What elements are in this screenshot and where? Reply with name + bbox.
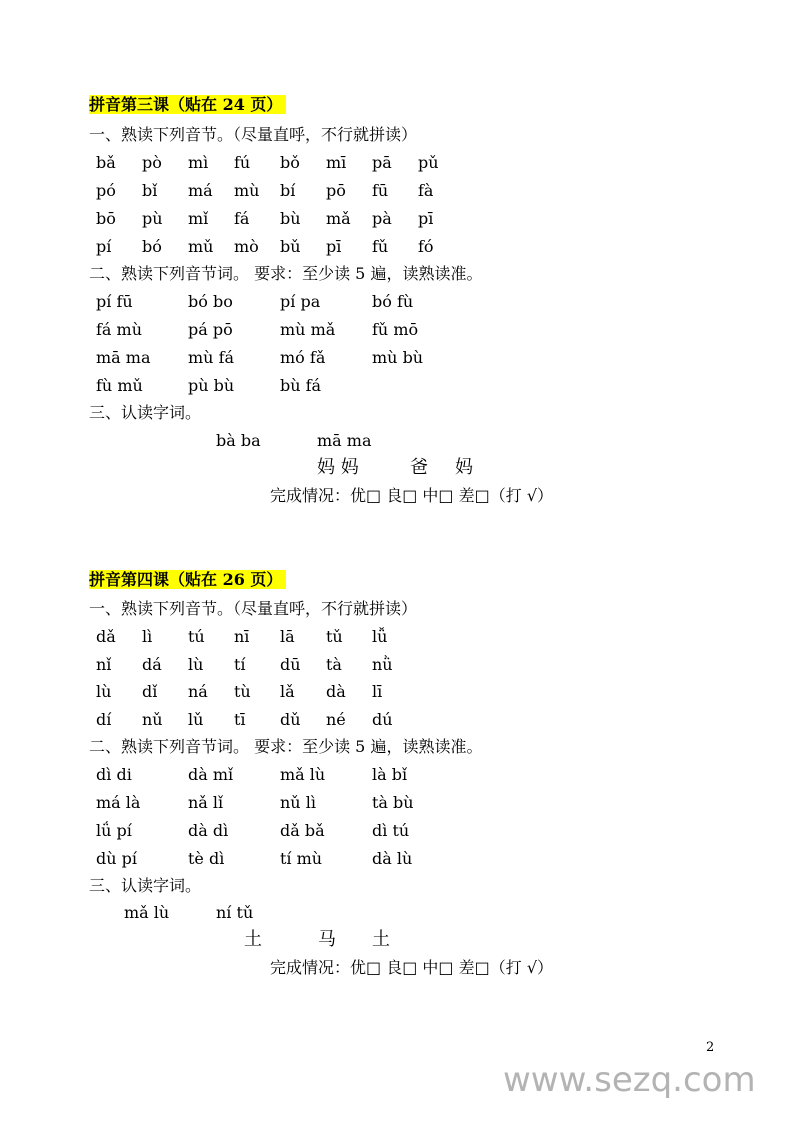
lesson4-word-cell: dà lù bbox=[372, 849, 413, 868]
lesson3-word-cell: pù bù bbox=[188, 376, 235, 395]
lesson4-word-cell: mǎ lù bbox=[280, 765, 326, 784]
lesson4-syllable-cell: tà bbox=[326, 654, 342, 674]
lesson3-word-row bbox=[96, 348, 464, 368]
lesson4-syllable-cell: nī bbox=[234, 627, 250, 646]
lesson3-syllable-cell: mì bbox=[188, 153, 209, 172]
lesson3-syllable-cell: bō bbox=[96, 209, 116, 228]
lesson4-syllable-cell: lǎ bbox=[280, 682, 295, 701]
lesson4-word-cell: dà mǐ bbox=[188, 765, 234, 784]
lesson4-section2: 二、熟读下列音节词。 要求：至少读 5 遍，读熟读准。 bbox=[89, 737, 483, 756]
lesson3-syllable-cell: mī bbox=[326, 153, 347, 172]
lesson3-syllable-cell: mǎ bbox=[326, 209, 351, 228]
lesson4-syllable-cell: lī bbox=[372, 682, 383, 701]
lesson3-word-cell: mù mǎ bbox=[280, 320, 336, 339]
lesson3-word-cell: bù fá bbox=[280, 376, 322, 395]
lesson3-word-cell: fù mǔ bbox=[96, 376, 143, 395]
lesson4-syllable-cell: tǔ bbox=[326, 627, 343, 646]
lesson4-syllable-cell: tī bbox=[234, 709, 246, 729]
lesson3-syllable-row bbox=[96, 153, 464, 173]
lesson4-syllable-cell: lǚ bbox=[372, 627, 388, 646]
lesson3-word-cell: bó fù bbox=[372, 292, 414, 311]
lesson4-word-cell: lǘ pí bbox=[96, 821, 132, 840]
lesson3-syllable-cell: bó bbox=[142, 237, 162, 256]
lesson4-syllable-cell: nǐ bbox=[96, 654, 112, 674]
lesson4-syllable-cell: tú bbox=[188, 627, 205, 646]
lesson3-syllable-cell: pù bbox=[142, 209, 163, 228]
page-number: 2 bbox=[706, 1040, 715, 1055]
lesson4-syllable-cell: tù bbox=[234, 682, 251, 701]
lesson4-syllable-cell: né bbox=[326, 709, 346, 729]
lesson4-syllable-cell: dū bbox=[280, 654, 301, 674]
lesson4-section1: 一、熟读下列音节。（尽量直呼，不行就拼读） bbox=[89, 599, 418, 618]
lesson4-word-cell: dì tú bbox=[372, 821, 410, 840]
lesson3-syllable-cell: pī bbox=[418, 209, 434, 228]
lesson4-syllable-cell: dú bbox=[372, 709, 393, 729]
lesson3-syllable-cell: fá bbox=[234, 209, 250, 228]
lesson3-word-cell: bó bo bbox=[188, 292, 233, 311]
lesson3-syllable-cell: bí bbox=[280, 181, 296, 200]
lesson4-word-row bbox=[96, 765, 464, 785]
lesson4-word-cell: nǎ lǐ bbox=[188, 793, 224, 812]
lesson3-section2: 二、熟读下列音节词。 要求：至少读 5 遍，读熟读准。 bbox=[89, 264, 483, 283]
lesson3-syllable-cell: mǐ bbox=[188, 209, 209, 228]
lesson3-syllable-cell: mò bbox=[234, 237, 259, 256]
lesson3-syllable-cell: fú bbox=[234, 153, 251, 172]
lesson3-syllable-row bbox=[96, 209, 464, 229]
lesson4-word-row bbox=[96, 793, 464, 813]
lesson4-syllable-cell: dí bbox=[96, 709, 112, 729]
lesson4-syllable-row bbox=[96, 655, 418, 675]
lesson3-section1: 一、熟读下列音节。（尽量直呼，不行就拼读） bbox=[89, 125, 418, 144]
lesson4-pinyin-1: mǎ lù bbox=[124, 903, 170, 922]
lesson4-syllable-cell: dǔ bbox=[280, 709, 301, 729]
lesson4-syllable-cell: nǜ bbox=[372, 654, 393, 674]
lesson3-word-cell: mù bù bbox=[372, 348, 424, 367]
lesson3-word-cell: pí pa bbox=[280, 292, 321, 311]
lesson4-syllable-cell: lì bbox=[142, 627, 153, 646]
lesson3-syllable-cell: pó bbox=[96, 181, 116, 200]
lesson3-syllable-cell: mǔ bbox=[188, 237, 214, 256]
lesson3-word-cell: fǔ mō bbox=[372, 320, 419, 339]
lesson4-syllable-cell: ná bbox=[188, 682, 208, 701]
lesson3-syllable-cell: pō bbox=[326, 181, 346, 200]
lesson3-syllable-cell: fà bbox=[418, 181, 434, 200]
lesson4-chars-3: 土 bbox=[372, 929, 390, 950]
lesson4-chars-2: 马 bbox=[318, 929, 336, 950]
lesson3-word-cell: mā ma bbox=[96, 348, 151, 367]
lesson3-syllable-cell: bù bbox=[280, 209, 301, 228]
lesson3-syllable-cell: fū bbox=[372, 181, 389, 200]
lesson4-syllable-cell: lǔ bbox=[188, 709, 204, 729]
lesson4-completion: 完成情况：优□ 良□ 中□ 差□（打 √） bbox=[270, 958, 554, 977]
lesson3-syllable-cell: bǎ bbox=[96, 153, 116, 172]
lesson3-syllable-cell: mù bbox=[234, 181, 260, 200]
lesson3-chars-3: 妈 bbox=[455, 457, 473, 478]
lesson4-syllable-row bbox=[96, 710, 418, 730]
lesson3-section3: 三、认读字词。 bbox=[89, 403, 202, 422]
lesson3-chars-2: 爸 bbox=[410, 457, 428, 478]
lesson3-syllable-cell: pà bbox=[372, 209, 392, 228]
lesson4-word-cell: dì di bbox=[96, 765, 132, 784]
lesson3-word-cell: pí fū bbox=[96, 292, 133, 311]
lesson4-syllable-cell: lù bbox=[96, 682, 112, 701]
lesson3-word-cell: fá mù bbox=[96, 320, 143, 339]
lesson3-syllable-cell: pā bbox=[372, 153, 392, 172]
lesson4-word-cell: tí mù bbox=[280, 849, 323, 868]
lesson3-word-cell: mó fǎ bbox=[280, 348, 326, 367]
lesson3-title-line bbox=[89, 95, 286, 115]
lesson3-word-cell: mù fá bbox=[188, 348, 235, 367]
lesson4-section3: 三、认读字词。 bbox=[89, 876, 202, 895]
lesson3-syllable-cell: pò bbox=[142, 153, 162, 172]
lesson3-word-row bbox=[96, 376, 372, 396]
lesson4-word-row bbox=[96, 821, 464, 841]
lesson4-word-cell: dà dì bbox=[188, 821, 229, 840]
lesson3-syllable-cell: bǒ bbox=[280, 153, 300, 172]
lesson4-word-cell: tè dì bbox=[188, 849, 225, 868]
lesson4-syllable-cell: lù bbox=[188, 654, 204, 674]
lesson3-syllable-row bbox=[96, 181, 464, 201]
lesson3-syllable-cell: pǔ bbox=[418, 153, 439, 172]
lesson4-word-cell: dù pí bbox=[96, 849, 137, 868]
lesson4-syllable-cell: dà bbox=[326, 682, 346, 701]
lesson3-word-cell: pá pō bbox=[188, 320, 233, 339]
lesson3-pinyin-2: mā ma bbox=[317, 431, 372, 450]
lesson4-syllable-cell: dá bbox=[142, 654, 162, 674]
lesson3-syllable-cell: fǔ bbox=[372, 237, 389, 256]
lesson3-word-row bbox=[96, 292, 464, 312]
lesson3-chars-1: 妈 妈 bbox=[317, 457, 359, 478]
lesson4-syllable-cell: nǔ bbox=[142, 709, 163, 729]
lesson3-syllable-cell: pī bbox=[326, 237, 342, 256]
lesson3-pinyin-1: bà ba bbox=[216, 431, 261, 450]
lesson4-word-cell: nǔ lì bbox=[280, 793, 316, 812]
lesson3-title: 拼音第三课（贴在 24 页） bbox=[89, 95, 286, 114]
lesson4-pinyin-2: ní tǔ bbox=[216, 903, 254, 922]
lesson4-word-row bbox=[96, 849, 464, 869]
lesson4-syllable-cell: dǐ bbox=[142, 682, 158, 701]
lesson3-syllable-row bbox=[96, 237, 464, 257]
lesson4-title-line bbox=[89, 570, 286, 590]
lesson3-syllable-cell: bǔ bbox=[280, 237, 301, 256]
lesson4-syllable-row bbox=[96, 682, 418, 702]
lesson3-syllable-cell: fó bbox=[418, 237, 434, 256]
lesson4-title: 拼音第四课（贴在 26 页） bbox=[89, 570, 286, 589]
lesson3-completion: 完成情况：优□ 良□ 中□ 差□（打 √） bbox=[270, 486, 554, 505]
lesson3-syllable-cell: pí bbox=[96, 237, 112, 256]
lesson4-syllable-cell: dǎ bbox=[96, 627, 116, 646]
lesson4-syllable-cell: tí bbox=[234, 654, 246, 674]
lesson4-word-cell: dǎ bǎ bbox=[280, 821, 325, 840]
lesson4-word-cell: má là bbox=[96, 793, 141, 812]
lesson3-word-row bbox=[96, 320, 464, 340]
lesson4-syllable-cell: lā bbox=[280, 627, 295, 646]
lesson3-syllable-cell: má bbox=[188, 181, 213, 200]
watermark: www.sezq.com bbox=[503, 1060, 756, 1100]
lesson3-syllable-cell: bǐ bbox=[142, 181, 158, 200]
lesson4-word-cell: là bǐ bbox=[372, 765, 408, 784]
lesson4-chars-1: 土 bbox=[244, 929, 262, 950]
lesson4-word-cell: tà bù bbox=[372, 793, 414, 812]
lesson4-syllable-row bbox=[96, 627, 418, 647]
